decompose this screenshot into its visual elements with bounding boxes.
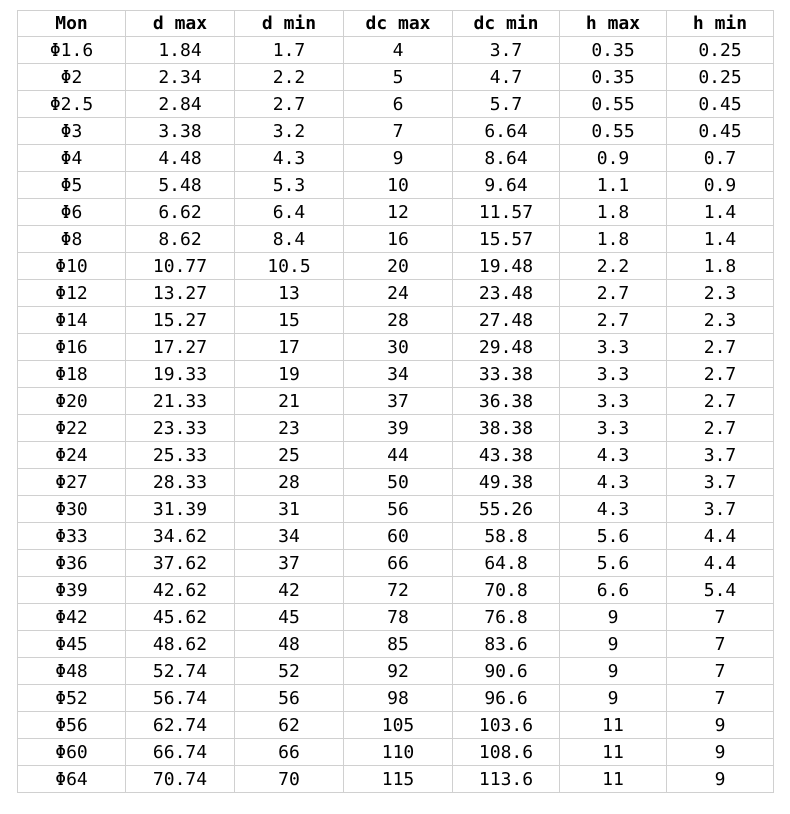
cell-dc-min: 58.8 bbox=[453, 523, 560, 550]
cell-d-max: 5.48 bbox=[126, 172, 235, 199]
cell-d-min: 37 bbox=[235, 550, 344, 577]
column-header-h-min: h min bbox=[667, 11, 774, 37]
cell-d-min: 52 bbox=[235, 658, 344, 685]
cell-dc-min: 3.7 bbox=[453, 37, 560, 64]
table-row bbox=[18, 685, 774, 712]
cell-h-max: 0.55 bbox=[560, 91, 667, 118]
table-row bbox=[18, 523, 774, 550]
cell-h-max: 11 bbox=[560, 712, 667, 739]
cell-h-max: 3.3 bbox=[560, 334, 667, 361]
cell-dc-max: 92 bbox=[344, 658, 453, 685]
cell-h-min: 9 bbox=[667, 712, 774, 739]
cell-dc-max: 12 bbox=[344, 199, 453, 226]
cell-mon: Φ42 bbox=[18, 604, 126, 631]
cell-d-max: 3.38 bbox=[126, 118, 235, 145]
cell-d-min: 4.3 bbox=[235, 145, 344, 172]
cell-dc-max: 9 bbox=[344, 145, 453, 172]
cell-dc-min: 27.48 bbox=[453, 307, 560, 334]
cell-dc-min: 23.48 bbox=[453, 280, 560, 307]
dimension-table bbox=[17, 10, 774, 793]
cell-h-max: 1.8 bbox=[560, 226, 667, 253]
cell-dc-min: 76.8 bbox=[453, 604, 560, 631]
cell-dc-min: 43.38 bbox=[453, 442, 560, 469]
table-row bbox=[18, 550, 774, 577]
cell-d-min: 62 bbox=[235, 712, 344, 739]
cell-h-min: 0.45 bbox=[667, 118, 774, 145]
cell-d-min: 13 bbox=[235, 280, 344, 307]
cell-mon: Φ48 bbox=[18, 658, 126, 685]
cell-mon: Φ30 bbox=[18, 496, 126, 523]
cell-h-max: 0.55 bbox=[560, 118, 667, 145]
cell-h-max: 4.3 bbox=[560, 496, 667, 523]
table-row bbox=[18, 145, 774, 172]
cell-d-min: 23 bbox=[235, 415, 344, 442]
cell-h-min: 9 bbox=[667, 739, 774, 766]
cell-d-min: 6.4 bbox=[235, 199, 344, 226]
cell-dc-min: 6.64 bbox=[453, 118, 560, 145]
cell-d-max: 2.34 bbox=[126, 64, 235, 91]
cell-mon: Φ39 bbox=[18, 577, 126, 604]
table-header bbox=[18, 11, 774, 37]
cell-h-max: 9 bbox=[560, 631, 667, 658]
cell-h-min: 2.3 bbox=[667, 280, 774, 307]
cell-dc-max: 98 bbox=[344, 685, 453, 712]
cell-h-max: 4.3 bbox=[560, 469, 667, 496]
cell-dc-max: 10 bbox=[344, 172, 453, 199]
cell-mon: Φ18 bbox=[18, 361, 126, 388]
cell-mon: Φ45 bbox=[18, 631, 126, 658]
cell-h-max: 2.7 bbox=[560, 307, 667, 334]
cell-h-min: 1.4 bbox=[667, 199, 774, 226]
cell-d-max: 23.33 bbox=[126, 415, 235, 442]
cell-mon: Φ3 bbox=[18, 118, 126, 145]
cell-h-min: 2.3 bbox=[667, 307, 774, 334]
cell-h-min: 3.7 bbox=[667, 469, 774, 496]
cell-h-max: 9 bbox=[560, 685, 667, 712]
table-row bbox=[18, 64, 774, 91]
cell-dc-min: 103.6 bbox=[453, 712, 560, 739]
cell-mon: Φ1.6 bbox=[18, 37, 126, 64]
cell-h-min: 1.8 bbox=[667, 253, 774, 280]
cell-dc-max: 105 bbox=[344, 712, 453, 739]
cell-d-max: 52.74 bbox=[126, 658, 235, 685]
cell-dc-max: 7 bbox=[344, 118, 453, 145]
cell-h-min: 4.4 bbox=[667, 550, 774, 577]
cell-d-min: 56 bbox=[235, 685, 344, 712]
cell-d-max: 31.39 bbox=[126, 496, 235, 523]
cell-h-min: 2.7 bbox=[667, 415, 774, 442]
cell-d-max: 70.74 bbox=[126, 766, 235, 793]
table-row bbox=[18, 415, 774, 442]
column-header-h-max: h max bbox=[560, 11, 667, 37]
cell-dc-max: 24 bbox=[344, 280, 453, 307]
cell-dc-max: 44 bbox=[344, 442, 453, 469]
table-row bbox=[18, 37, 774, 64]
cell-dc-min: 5.7 bbox=[453, 91, 560, 118]
cell-dc-max: 28 bbox=[344, 307, 453, 334]
cell-d-max: 17.27 bbox=[126, 334, 235, 361]
cell-dc-max: 34 bbox=[344, 361, 453, 388]
table-row bbox=[18, 253, 774, 280]
cell-h-min: 7 bbox=[667, 604, 774, 631]
cell-dc-max: 66 bbox=[344, 550, 453, 577]
cell-h-min: 2.7 bbox=[667, 361, 774, 388]
cell-mon: Φ20 bbox=[18, 388, 126, 415]
table-row bbox=[18, 226, 774, 253]
cell-h-min: 4.4 bbox=[667, 523, 774, 550]
cell-d-min: 2.2 bbox=[235, 64, 344, 91]
cell-d-min: 34 bbox=[235, 523, 344, 550]
cell-h-max: 0.9 bbox=[560, 145, 667, 172]
cell-d-max: 56.74 bbox=[126, 685, 235, 712]
cell-h-min: 7 bbox=[667, 685, 774, 712]
cell-d-max: 10.77 bbox=[126, 253, 235, 280]
cell-d-max: 15.27 bbox=[126, 307, 235, 334]
cell-d-min: 31 bbox=[235, 496, 344, 523]
cell-dc-min: 90.6 bbox=[453, 658, 560, 685]
cell-h-max: 3.3 bbox=[560, 415, 667, 442]
cell-dc-max: 39 bbox=[344, 415, 453, 442]
cell-h-min: 0.25 bbox=[667, 37, 774, 64]
table-row bbox=[18, 361, 774, 388]
cell-dc-min: 96.6 bbox=[453, 685, 560, 712]
cell-d-min: 3.2 bbox=[235, 118, 344, 145]
cell-d-min: 66 bbox=[235, 739, 344, 766]
cell-mon: Φ27 bbox=[18, 469, 126, 496]
cell-dc-min: 55.26 bbox=[453, 496, 560, 523]
cell-dc-max: 115 bbox=[344, 766, 453, 793]
cell-dc-max: 50 bbox=[344, 469, 453, 496]
cell-dc-max: 72 bbox=[344, 577, 453, 604]
cell-dc-min: 83.6 bbox=[453, 631, 560, 658]
cell-h-max: 6.6 bbox=[560, 577, 667, 604]
cell-dc-min: 19.48 bbox=[453, 253, 560, 280]
column-header-dc-min: dc min bbox=[453, 11, 560, 37]
cell-dc-max: 4 bbox=[344, 37, 453, 64]
cell-d-max: 19.33 bbox=[126, 361, 235, 388]
cell-d-min: 10.5 bbox=[235, 253, 344, 280]
cell-h-max: 0.35 bbox=[560, 37, 667, 64]
cell-dc-min: 38.38 bbox=[453, 415, 560, 442]
cell-d-max: 13.27 bbox=[126, 280, 235, 307]
cell-d-max: 4.48 bbox=[126, 145, 235, 172]
cell-d-max: 34.62 bbox=[126, 523, 235, 550]
cell-d-max: 21.33 bbox=[126, 388, 235, 415]
table-row bbox=[18, 172, 774, 199]
cell-mon: Φ33 bbox=[18, 523, 126, 550]
cell-h-min: 5.4 bbox=[667, 577, 774, 604]
cell-mon: Φ36 bbox=[18, 550, 126, 577]
cell-mon: Φ22 bbox=[18, 415, 126, 442]
cell-mon: Φ10 bbox=[18, 253, 126, 280]
table-row bbox=[18, 91, 774, 118]
cell-dc-max: 85 bbox=[344, 631, 453, 658]
cell-dc-min: 11.57 bbox=[453, 199, 560, 226]
cell-dc-min: 4.7 bbox=[453, 64, 560, 91]
cell-d-max: 28.33 bbox=[126, 469, 235, 496]
table-row bbox=[18, 631, 774, 658]
cell-h-max: 4.3 bbox=[560, 442, 667, 469]
table-row bbox=[18, 118, 774, 145]
cell-d-min: 28 bbox=[235, 469, 344, 496]
cell-dc-max: 6 bbox=[344, 91, 453, 118]
cell-h-max: 5.6 bbox=[560, 523, 667, 550]
cell-h-max: 3.3 bbox=[560, 388, 667, 415]
table-row bbox=[18, 577, 774, 604]
cell-dc-max: 16 bbox=[344, 226, 453, 253]
cell-d-min: 2.7 bbox=[235, 91, 344, 118]
cell-dc-max: 30 bbox=[344, 334, 453, 361]
cell-h-max: 11 bbox=[560, 766, 667, 793]
cell-d-min: 70 bbox=[235, 766, 344, 793]
cell-mon: Φ56 bbox=[18, 712, 126, 739]
cell-h-min: 0.25 bbox=[667, 64, 774, 91]
cell-dc-max: 37 bbox=[344, 388, 453, 415]
cell-d-max: 37.62 bbox=[126, 550, 235, 577]
cell-mon: Φ14 bbox=[18, 307, 126, 334]
cell-dc-min: 70.8 bbox=[453, 577, 560, 604]
cell-dc-min: 108.6 bbox=[453, 739, 560, 766]
cell-d-min: 1.7 bbox=[235, 37, 344, 64]
cell-mon: Φ6 bbox=[18, 199, 126, 226]
cell-mon: Φ2 bbox=[18, 64, 126, 91]
cell-h-min: 0.45 bbox=[667, 91, 774, 118]
cell-h-max: 2.2 bbox=[560, 253, 667, 280]
cell-mon: Φ5 bbox=[18, 172, 126, 199]
cell-h-min: 9 bbox=[667, 766, 774, 793]
column-header-d-max: d max bbox=[126, 11, 235, 37]
cell-d-max: 66.74 bbox=[126, 739, 235, 766]
cell-d-max: 6.62 bbox=[126, 199, 235, 226]
cell-d-max: 48.62 bbox=[126, 631, 235, 658]
table-row bbox=[18, 739, 774, 766]
cell-d-min: 45 bbox=[235, 604, 344, 631]
cell-d-max: 1.84 bbox=[126, 37, 235, 64]
table-row bbox=[18, 658, 774, 685]
table-row bbox=[18, 388, 774, 415]
cell-h-min: 7 bbox=[667, 658, 774, 685]
cell-dc-max: 110 bbox=[344, 739, 453, 766]
cell-d-max: 2.84 bbox=[126, 91, 235, 118]
cell-dc-min: 9.64 bbox=[453, 172, 560, 199]
column-header-mon: Mon bbox=[18, 11, 126, 37]
cell-h-max: 2.7 bbox=[560, 280, 667, 307]
cell-d-min: 48 bbox=[235, 631, 344, 658]
table-row bbox=[18, 604, 774, 631]
cell-h-min: 0.7 bbox=[667, 145, 774, 172]
cell-h-min: 2.7 bbox=[667, 388, 774, 415]
cell-h-max: 5.6 bbox=[560, 550, 667, 577]
table-row bbox=[18, 496, 774, 523]
cell-mon: Φ2.5 bbox=[18, 91, 126, 118]
cell-d-min: 8.4 bbox=[235, 226, 344, 253]
column-header-dc-max: dc max bbox=[344, 11, 453, 37]
cell-h-max: 9 bbox=[560, 658, 667, 685]
cell-h-max: 3.3 bbox=[560, 361, 667, 388]
table-row bbox=[18, 280, 774, 307]
cell-dc-min: 29.48 bbox=[453, 334, 560, 361]
table-row bbox=[18, 766, 774, 793]
cell-dc-min: 64.8 bbox=[453, 550, 560, 577]
cell-d-min: 42 bbox=[235, 577, 344, 604]
cell-h-min: 2.7 bbox=[667, 334, 774, 361]
cell-d-max: 45.62 bbox=[126, 604, 235, 631]
cell-h-max: 11 bbox=[560, 739, 667, 766]
header-row bbox=[18, 11, 774, 37]
cell-h-max: 1.8 bbox=[560, 199, 667, 226]
cell-h-min: 0.9 bbox=[667, 172, 774, 199]
cell-d-min: 21 bbox=[235, 388, 344, 415]
cell-h-max: 0.35 bbox=[560, 64, 667, 91]
cell-d-min: 19 bbox=[235, 361, 344, 388]
cell-dc-min: 15.57 bbox=[453, 226, 560, 253]
cell-h-min: 3.7 bbox=[667, 442, 774, 469]
cell-mon: Φ16 bbox=[18, 334, 126, 361]
table-row bbox=[18, 199, 774, 226]
cell-d-min: 25 bbox=[235, 442, 344, 469]
cell-h-min: 3.7 bbox=[667, 496, 774, 523]
column-header-d-min: d min bbox=[235, 11, 344, 37]
cell-d-max: 25.33 bbox=[126, 442, 235, 469]
table-row bbox=[18, 712, 774, 739]
cell-dc-max: 60 bbox=[344, 523, 453, 550]
cell-d-min: 15 bbox=[235, 307, 344, 334]
cell-d-min: 17 bbox=[235, 334, 344, 361]
cell-h-min: 7 bbox=[667, 631, 774, 658]
cell-h-max: 9 bbox=[560, 604, 667, 631]
cell-dc-max: 78 bbox=[344, 604, 453, 631]
cell-dc-min: 36.38 bbox=[453, 388, 560, 415]
cell-d-min: 5.3 bbox=[235, 172, 344, 199]
cell-h-min: 1.4 bbox=[667, 226, 774, 253]
table-body bbox=[18, 37, 774, 793]
cell-dc-max: 5 bbox=[344, 64, 453, 91]
cell-d-max: 42.62 bbox=[126, 577, 235, 604]
cell-mon: Φ8 bbox=[18, 226, 126, 253]
cell-dc-min: 33.38 bbox=[453, 361, 560, 388]
cell-mon: Φ64 bbox=[18, 766, 126, 793]
cell-dc-min: 8.64 bbox=[453, 145, 560, 172]
cell-d-max: 8.62 bbox=[126, 226, 235, 253]
cell-mon: Φ12 bbox=[18, 280, 126, 307]
cell-mon: Φ4 bbox=[18, 145, 126, 172]
table-row bbox=[18, 334, 774, 361]
cell-dc-min: 49.38 bbox=[453, 469, 560, 496]
cell-dc-max: 20 bbox=[344, 253, 453, 280]
table-row bbox=[18, 469, 774, 496]
cell-mon: Φ60 bbox=[18, 739, 126, 766]
table-row bbox=[18, 442, 774, 469]
cell-mon: Φ52 bbox=[18, 685, 126, 712]
cell-mon: Φ24 bbox=[18, 442, 126, 469]
table-row bbox=[18, 307, 774, 334]
cell-d-max: 62.74 bbox=[126, 712, 235, 739]
cell-dc-min: 113.6 bbox=[453, 766, 560, 793]
cell-h-max: 1.1 bbox=[560, 172, 667, 199]
cell-dc-max: 56 bbox=[344, 496, 453, 523]
